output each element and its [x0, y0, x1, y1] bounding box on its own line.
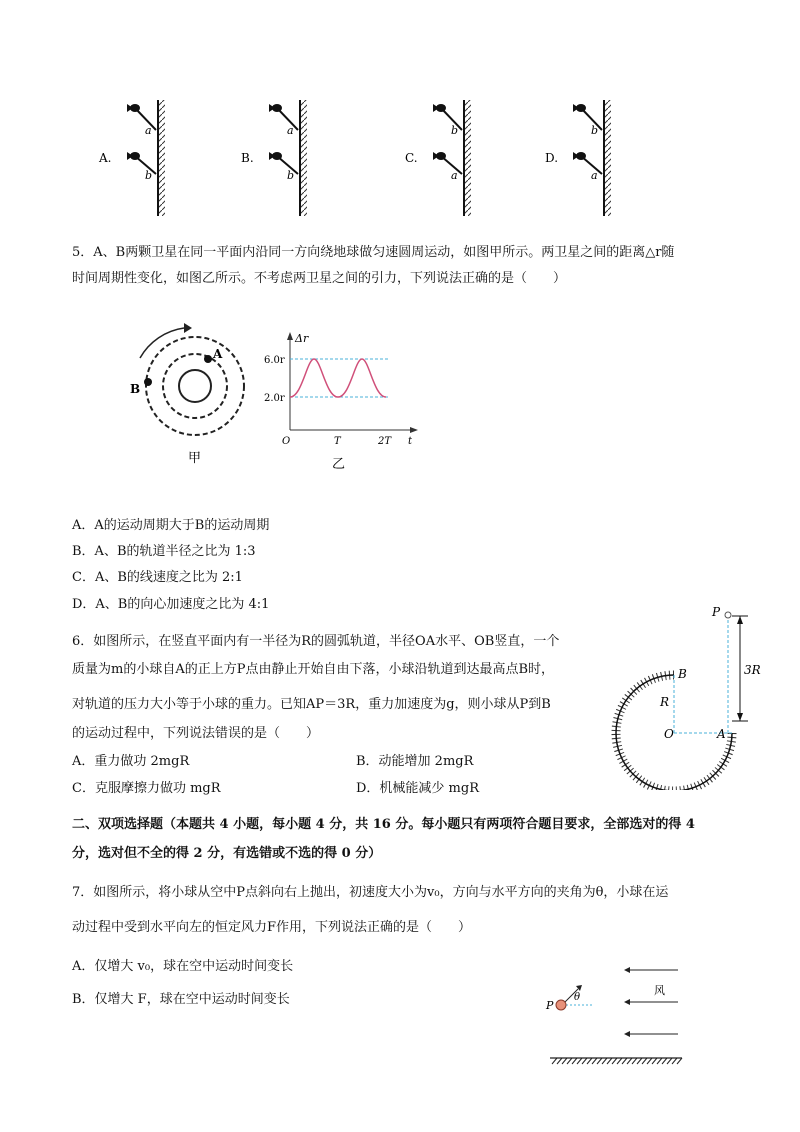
ball [556, 1000, 566, 1010]
wind-label: 风 [654, 984, 665, 997]
dart [573, 104, 602, 137]
q7-stem-line2: 动过程中受到水平向左的恒定风力F作用，下列说法正确的是（ ） [72, 920, 472, 935]
y-tick-6r: 6.0r [264, 355, 285, 366]
q4-figures [90, 96, 650, 221]
x-tick-origin: O [282, 436, 291, 447]
q6-figure [604, 600, 774, 790]
q4-option-label: C. [405, 151, 418, 165]
orbit-a [163, 354, 227, 418]
label-o: O [664, 727, 674, 741]
wall-hatch [159, 100, 165, 216]
dart [269, 104, 298, 137]
q7-figure [540, 962, 690, 1072]
ball-p [725, 612, 731, 618]
wind-arrowhead-1 [624, 967, 630, 973]
label-b: B [130, 382, 141, 396]
earth-circle [179, 370, 211, 402]
label-p: P [546, 999, 554, 1012]
label-a: A [213, 347, 223, 361]
q6-option-d: D．机械能减少 mgR [356, 781, 479, 796]
dart-letter: b [145, 169, 153, 182]
x-axis-label: t [408, 436, 413, 447]
label-p: P [712, 605, 721, 619]
x-tick-2T: 2T [378, 436, 392, 447]
q5-option-c: C．A、B的线速度之比为 2:1 [72, 570, 243, 585]
dim-arrow-bottom [737, 713, 743, 721]
dart-letter: b [451, 124, 459, 137]
q4-option-label: D. [545, 151, 559, 165]
q7-stem-line1: 7．如图所示，将小球从空中P点斜向右上抛出，初速度大小为v₀，方向与水平方向的夹角为θ，小球在运 [72, 885, 669, 900]
label-b: B [678, 667, 687, 681]
q7-option-b: B．仅增大 F，球在空中运动时间变长 [72, 992, 290, 1007]
q7-option-a: A．仅增大 v₀，球在空中运动时间变长 [72, 959, 294, 974]
q5-figure-jia [118, 318, 278, 478]
dart [269, 152, 298, 182]
q5-stem-line1: 5．A、B两颗卫星在同一平面内沿同一方向绕地球做匀速圆周运动，如图甲所示。两卫星之间的距离△r随 [72, 245, 675, 260]
dart-letter: a [451, 169, 458, 182]
caption-yi: 乙 [332, 457, 346, 472]
ground-hatch [552, 1058, 682, 1064]
satellite-a [204, 355, 212, 363]
q5-option-d: D．A、B的向心加速度之比为 4:1 [72, 597, 270, 612]
x-tick-T: T [334, 436, 341, 447]
y-axis-label: Δr [295, 332, 309, 345]
q5-orbit-diagram [118, 318, 278, 478]
dart [573, 152, 602, 182]
dart-letter: a [145, 124, 152, 137]
q5-stem-line2: 时间周期性变化，如图乙所示。不考虑两卫星之间的引力，下列说法正确的是（ ） [72, 271, 567, 286]
q4-option-b [241, 100, 307, 216]
wind-arrowhead-3 [624, 1031, 630, 1037]
label-theta: θ [574, 992, 581, 1003]
wall-hatch [465, 100, 471, 216]
q4-figures-svg [90, 96, 650, 221]
section2-heading-line1: 二、双项选择题（本题共 4 小题，每小题 4 分，共 16 分。每小题只有两项符合题目要求，全部选对的得 4 [72, 817, 695, 832]
dart [127, 104, 156, 137]
q4-option-a [98, 100, 165, 216]
q6-line4: 的运动过程中，下列说法错误的是（ ） [72, 726, 320, 741]
dart-letter: b [287, 169, 295, 182]
q5-figure-yi [262, 330, 422, 480]
dim-arrow-top [737, 616, 743, 624]
q6-option-a: A．重力做功 2mgR [72, 754, 190, 769]
dart [433, 104, 462, 137]
q6-option-c: C．克服摩擦力做功 mgR [72, 781, 221, 796]
q6-line1: 6．如图所示，在竖直平面内有一半径为R的圆弧轨道，半径OA水平、OB竖直，一个 [72, 634, 560, 649]
q4-option-label: A. [99, 151, 112, 165]
q4-option-c [405, 100, 471, 216]
q4-option-d [545, 100, 611, 216]
section2-heading-line2: 分，选对但不全的得 2 分，有选错或不选的得 0 分） [72, 846, 382, 861]
label-r: R [660, 695, 670, 709]
q5-distance-graph [262, 330, 422, 480]
y-tick-2r: 2.0r [264, 393, 285, 404]
rotation-arrow [140, 328, 184, 358]
caption-jia: 甲 [188, 451, 202, 466]
dart-letter: a [591, 169, 598, 182]
distance-curve [290, 359, 386, 397]
dart-letter: b [591, 124, 599, 137]
y-axis-arrow [287, 332, 293, 340]
dart [433, 152, 462, 182]
q6-line2: 质量为m的小球自A的正上方P点由静止开始自由下落，小球沿轨道到达最高点B时， [72, 662, 555, 677]
wind-arrowhead-2 [624, 999, 630, 1005]
q5-option-a: A．A的运动周期大于B的运动周期 [72, 518, 270, 533]
q5-option-b: B．A、B的轨道半径之比为 1:3 [72, 544, 256, 559]
q6-line3: 对轨道的压力大小等于小球的重力。已知AP＝3R，重力加速度为g，则小球从P到B [72, 697, 551, 712]
rotation-arrowhead [184, 323, 192, 333]
dart-letter: a [287, 124, 294, 137]
q4-option-label: B. [241, 151, 254, 165]
dart [127, 152, 156, 182]
q6-track-diagram [604, 600, 774, 790]
orbit-b [146, 337, 244, 435]
label-a: A [717, 727, 726, 741]
wall-hatch [301, 100, 307, 216]
label-3r: 3R [744, 663, 761, 677]
q7-wind-diagram [540, 962, 690, 1072]
wall-hatch [605, 100, 611, 216]
x-axis-arrow [410, 427, 418, 433]
satellite-b [144, 378, 152, 386]
q6-option-b: B．动能增加 2mgR [356, 754, 474, 769]
